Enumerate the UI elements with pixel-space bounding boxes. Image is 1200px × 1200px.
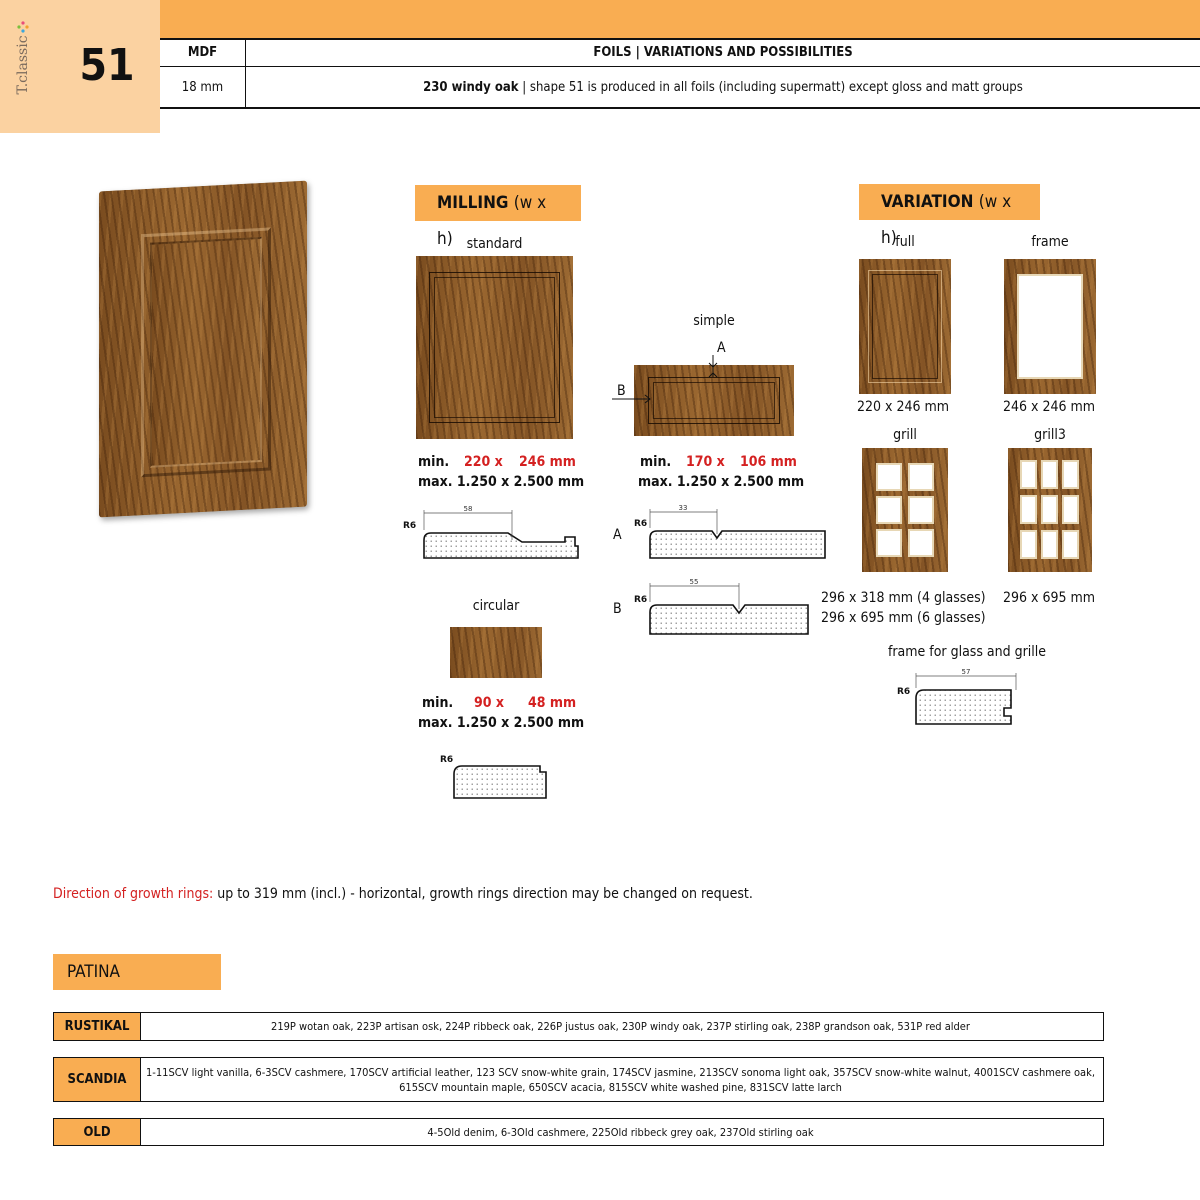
- foil-name: 230 windy oak: [423, 80, 519, 95]
- standard-profile-radius: R6: [403, 521, 417, 531]
- profile-a-radius: R6: [634, 519, 648, 529]
- standard-profile-diagram: [400, 500, 585, 565]
- patina-row-label: SCANDIA: [54, 1058, 141, 1101]
- circular-min-height: 48 mm: [528, 695, 577, 711]
- frame-glass-dim: 57: [961, 668, 971, 676]
- circular-min-width: 90 x: [474, 695, 505, 711]
- header-bar: [160, 0, 1200, 38]
- foil-description: [246, 80, 1200, 95]
- patina-row-old: [53, 1118, 1104, 1146]
- milling-title: MILLING (w x h): [415, 185, 581, 221]
- frame-glass-profile-diagram: [894, 664, 1029, 730]
- grill3-size: 296 x 695 mm: [1003, 590, 1096, 606]
- patina-row-scandia: [53, 1057, 1104, 1102]
- circular-label: circular: [472, 598, 520, 614]
- frame-size: 246 x 246 mm: [1003, 399, 1096, 415]
- patina-row-label: RUSTIKAL: [54, 1013, 141, 1040]
- simple-max: max. 1.250 x 2.500 mm: [638, 474, 805, 490]
- foils-header: FOILS | VARIATIONS AND POSSIBILITIES: [593, 45, 853, 60]
- header-line-top: [160, 38, 1200, 40]
- standard-label: standard: [466, 236, 523, 252]
- full-door-image: [859, 259, 951, 394]
- brand-logo: [10, 20, 36, 110]
- frame-glass-label: frame for glass and grille: [887, 644, 1047, 660]
- circular-door-image: [450, 627, 542, 678]
- standard-min-width: 220 x: [464, 454, 503, 470]
- thickness-value: 18 mm: [181, 80, 224, 95]
- grill3-door-image: [1008, 448, 1092, 572]
- patina-row-value: 4-5Old denim, 6-3Old cashmere, 225Old ribbeck grey oak, 237Old stirling oak: [427, 1125, 814, 1139]
- grill-label: grill: [893, 427, 917, 443]
- simple-label: simple: [693, 313, 735, 329]
- header-line-bottom: [160, 107, 1200, 109]
- standard-door-image: [416, 256, 573, 439]
- circular-profile-radius: R6: [440, 755, 454, 765]
- simple-profile-a-diagram: [630, 498, 830, 566]
- patina-row-label: OLD: [54, 1119, 141, 1145]
- shape-number: 51: [79, 40, 135, 91]
- patina-row-value: 219P wotan oak, 223P artisan osk, 224P ribbeck oak, 226P justus oak, 230P windy oak, 237P stirling oak, 238P grandson oak, 531P red alder: [271, 1020, 970, 1033]
- standard-min-label: min.: [418, 454, 450, 470]
- brand-name: T.classic: [15, 35, 31, 95]
- mdf-header: MDF: [187, 45, 218, 60]
- standard-max: max. 1.250 x 2.500 mm: [418, 474, 585, 490]
- full-size: 220 x 246 mm: [857, 399, 950, 415]
- patina-title: PATINA: [53, 954, 221, 990]
- door-photo: [99, 181, 307, 518]
- profile-b-label: B: [613, 601, 622, 617]
- growth-rings-text: up to 319 mm (incl.) - horizontal, growth rings direction may be changed on request.: [213, 886, 753, 902]
- variation-title: VARIATION (w x h): [859, 184, 1040, 220]
- simple-min-width: 170 x: [686, 454, 725, 470]
- frame-door-image: [1004, 259, 1096, 394]
- grill-size-1: 296 x 318 mm (4 glasses): [821, 590, 986, 606]
- growth-rings-note: [53, 886, 753, 902]
- profile-a-label: A: [613, 527, 622, 543]
- patina-row-value: 1-11SCV light vanilla, 6-3SCV cashmere, 170SCV artificial leather, 123 SCV snow-white grain, 174SCV jasmine, 213SCV sonoma light oak, 357SCV snow-white walnut, 4001SCV cashmere oak, 615SCV mountain maple, 650SCV acacia, 815SCV white washed pine, 831SCV latte larch: [146, 1065, 1095, 1094]
- grill3-label: grill3: [1034, 427, 1066, 443]
- frame-glass-radius: R6: [897, 687, 911, 697]
- circular-min-label: min.: [422, 695, 454, 711]
- simple-min-label: min.: [640, 454, 672, 470]
- profile-b-radius: R6: [634, 595, 648, 605]
- arrow-a-icon: [703, 355, 723, 381]
- profile-b-dim: 55: [689, 578, 699, 586]
- growth-rings-label: Direction of growth rings:: [53, 886, 214, 902]
- profile-a-dim: 33: [678, 504, 688, 512]
- circular-profile-diagram: [436, 748, 556, 804]
- foil-note: | shape 51 is produced in all foils (including supermatt) except gloss and matt groups: [518, 80, 1023, 95]
- full-label: full: [895, 234, 915, 250]
- standard-min-height: 246 mm: [519, 454, 576, 470]
- simple-profile-b-diagram: [630, 572, 815, 640]
- patina-row-rustikal: [53, 1012, 1104, 1041]
- circular-max: max. 1.250 x 2.500 mm: [418, 715, 585, 731]
- grill-size-2: 296 x 695 mm (6 glasses): [821, 610, 986, 626]
- simple-marker-a: A: [717, 340, 726, 356]
- grill-door-image: [862, 448, 948, 572]
- simple-marker-b: B: [617, 383, 626, 399]
- frame-label: frame: [1031, 234, 1069, 250]
- standard-profile-dim: 58: [463, 505, 473, 513]
- simple-min-height: 106 mm: [740, 454, 797, 470]
- header-line-mid: [160, 66, 1200, 67]
- arrow-b-icon: [612, 393, 654, 405]
- brand-dots-icon: [16, 20, 30, 34]
